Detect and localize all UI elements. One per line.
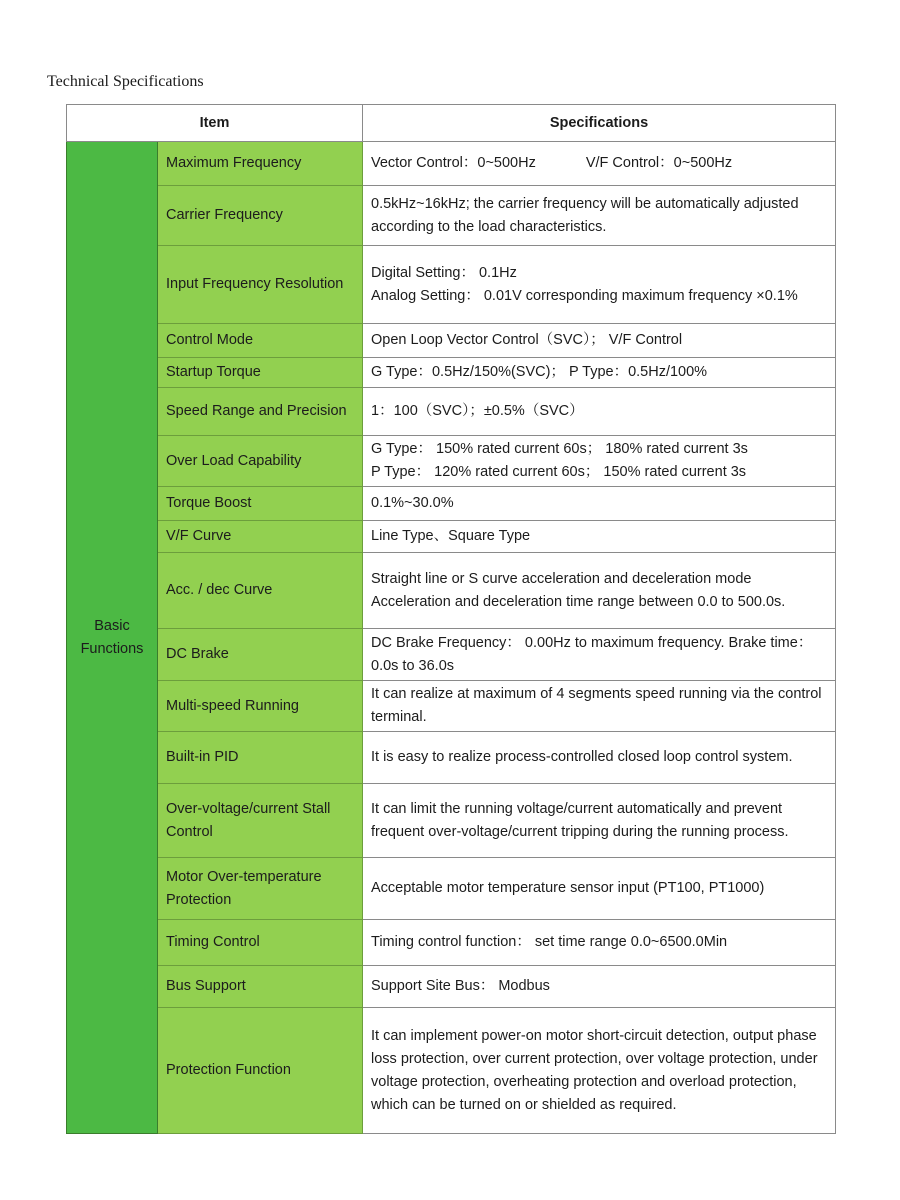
table-row — [67, 920, 836, 966]
spec-cell: Line Type、Square Type — [363, 521, 836, 553]
table-row — [67, 553, 836, 629]
spec-cell: Open Loop Vector Control（SVC）； V/F Control — [363, 324, 836, 358]
item-cell: Torque Boost — [158, 487, 363, 521]
spec-line: G Type： 150% rated current 60s； 180% rated current 3s — [371, 441, 748, 457]
group-label-line2: Functions — [80, 640, 144, 657]
spec-cell — [363, 436, 836, 487]
header-item: Item — [67, 105, 363, 142]
table-row — [67, 732, 836, 784]
table-row — [67, 246, 836, 324]
table-row — [67, 858, 836, 920]
item-cell: Over-voltage/current Stall Control — [158, 784, 363, 858]
table-row — [67, 1008, 836, 1134]
group-basic-functions — [67, 142, 158, 1134]
table-row — [67, 681, 836, 732]
spec-cell: 0.1%~30.0% — [363, 487, 836, 521]
table-row — [67, 186, 836, 246]
item-cell: Protection Function — [158, 1008, 363, 1134]
item-cell: Control Mode — [158, 324, 363, 358]
spec-cell: Support Site Bus： Modbus — [363, 966, 836, 1008]
spec-cell: DC Brake Frequency： 0.00Hz to maximum frequency. Brake time： 0.0s to 36.0s — [363, 629, 836, 681]
item-cell: V/F Curve — [158, 521, 363, 553]
spec-cell: It is easy to realize process-controlled closed loop control system. — [363, 732, 836, 784]
item-cell: Bus Support — [158, 966, 363, 1008]
table-row — [67, 436, 836, 487]
table-row — [67, 487, 836, 521]
spec-line: Acceleration and deceleration time range between 0.0 to 500.0s. — [371, 593, 786, 610]
table-header-row — [67, 105, 836, 142]
table-row — [67, 358, 836, 388]
table-row — [67, 966, 836, 1008]
item-cell: Maximum Frequency — [158, 142, 363, 186]
spec-cell: Timing control function： set time range 0.0~6500.0Min — [363, 920, 836, 966]
item-cell: Startup Torque — [158, 358, 363, 388]
header-specifications: Specifications — [363, 105, 836, 142]
spec-cell — [363, 142, 836, 186]
item-cell: Over Load Capability — [158, 436, 363, 487]
spec-line: Digital Setting： 0.1Hz — [371, 264, 517, 281]
item-cell: DC Brake — [158, 629, 363, 681]
spec-cell: G Type：0.5Hz/150%(SVC)； P Type：0.5Hz/100% — [363, 358, 836, 388]
spec-line: Analog Setting： 0.01V corresponding maximum frequency ×0.1% — [371, 287, 798, 304]
spec-cell — [363, 553, 836, 629]
spec-cell: Acceptable motor temperature sensor input (PT100, PT1000) — [363, 858, 836, 920]
item-cell: Built-in PID — [158, 732, 363, 784]
item-cell: Carrier Frequency — [158, 186, 363, 246]
spec-vector-control: Vector Control：0~500Hz — [371, 155, 536, 171]
page-title: Technical Specifications — [47, 73, 204, 90]
spec-cell: 1：100（SVC）；±0.5%（SVC） — [363, 388, 836, 436]
table-row — [67, 142, 836, 186]
item-cell: Multi-speed Running — [158, 681, 363, 732]
spec-cell — [363, 246, 836, 324]
spec-line: Straight line or S curve acceleration and deceleration mode — [371, 570, 752, 587]
spec-cell: It can limit the running voltage/current automatically and prevent frequent over-voltage/current tripping during the running process. — [363, 784, 836, 858]
table-row — [67, 388, 836, 436]
group-label-line1: Basic — [94, 617, 130, 634]
item-cell: Speed Range and Precision — [158, 388, 363, 436]
spec-vf-control: V/F Control：0~500Hz — [585, 155, 733, 171]
item-cell: Acc. / dec Curve — [158, 553, 363, 629]
table-row — [67, 784, 836, 858]
item-cell: Motor Over-temperature Protection — [158, 858, 363, 920]
spec-cell: 0.5kHz~16kHz; the carrier frequency will be automatically adjusted according to the load characteristics. — [363, 186, 836, 246]
item-cell: Input Frequency Resolution — [158, 246, 363, 324]
spec-cell: It can implement power-on motor short-circuit detection, output phase loss protection, over current protection, over voltage protection, under voltage protection, overheating protection and overload protection, which can be turned on or shielded as required. — [363, 1008, 836, 1134]
spec-cell: It can realize at maximum of 4 segments speed running via the control terminal. — [363, 681, 836, 732]
table-row — [67, 521, 836, 553]
specifications-table — [66, 104, 836, 1134]
item-cell: Timing Control — [158, 920, 363, 966]
spec-line: P Type： 120% rated current 60s； 150% rated current 3s — [371, 464, 747, 480]
table-row — [67, 324, 836, 358]
table-row — [67, 629, 836, 681]
